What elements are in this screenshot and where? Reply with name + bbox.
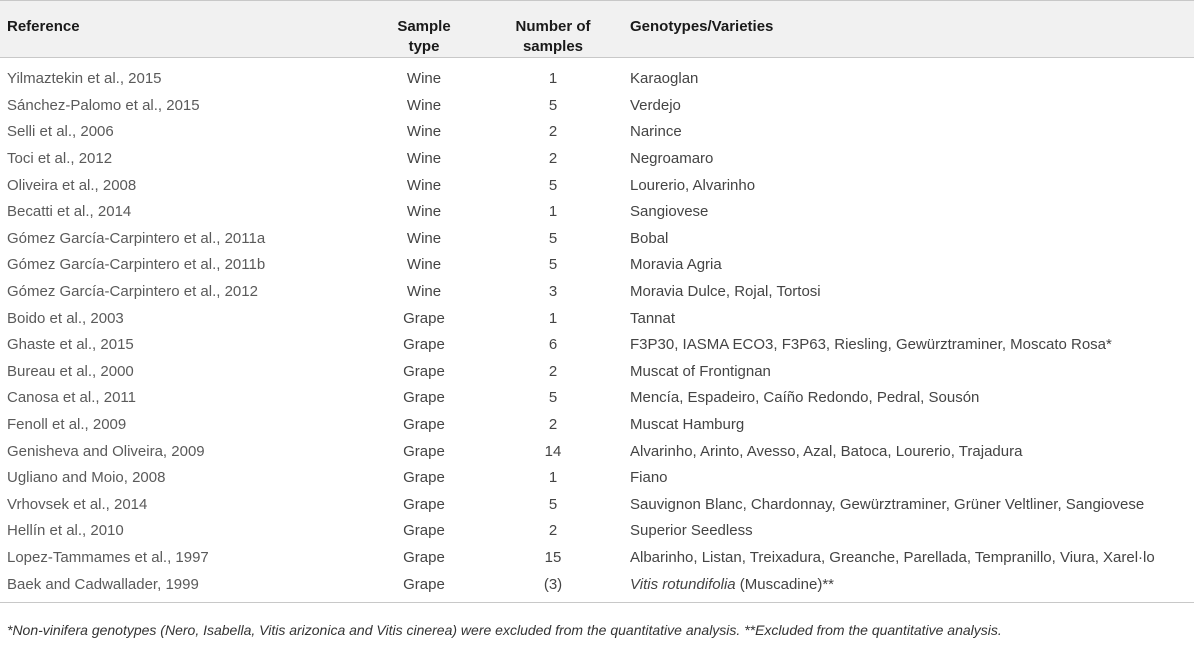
cell-genotypes: Mencía, Espadeiro, Caíño Redondo, Pedral, Sousón bbox=[630, 389, 980, 407]
cell-reference: Toci et al., 2012 bbox=[7, 150, 113, 168]
cell-sample-type: Wine bbox=[406, 203, 442, 221]
cell-sample-type: Wine bbox=[406, 283, 442, 301]
cell-number-of-samples: 5 bbox=[548, 495, 558, 513]
header-number-of-samples: Number of samples bbox=[515, 18, 591, 55]
cell-genotypes: Albarinho, Listan, Treixadura, Greanche, Parellada, Tempranillo, Viura, Xarel·lo bbox=[630, 548, 1155, 566]
cell-number-of-samples: 2 bbox=[548, 123, 558, 141]
table-row bbox=[0, 492, 1194, 519]
table-row bbox=[0, 305, 1194, 332]
table-header bbox=[0, 1, 1194, 58]
cell-sample-type: Wine bbox=[406, 256, 442, 274]
table-row bbox=[0, 93, 1194, 120]
cell-number-of-samples: 3 bbox=[548, 283, 558, 301]
cell-genotypes: F3P30, IASMA ECO3, F3P63, Riesling, Gewürztraminer, Moscato Rosa* bbox=[630, 336, 1112, 354]
cell-sample-type: Grape bbox=[403, 336, 445, 354]
cell-genotypes: Negroamaro bbox=[630, 150, 714, 168]
cell-number-of-samples: 6 bbox=[548, 336, 558, 354]
cell-genotypes: Muscat Hamburg bbox=[630, 416, 745, 434]
cell-number-of-samples: 5 bbox=[548, 229, 558, 247]
table-row bbox=[0, 385, 1194, 412]
header-sample-type: Sample type bbox=[397, 18, 451, 55]
cell-genotypes: Verdejo bbox=[630, 96, 681, 114]
cell-reference: Oliveira et al., 2008 bbox=[7, 176, 137, 194]
cell-reference: Gómez García-Carpintero et al., 2011a bbox=[7, 229, 266, 247]
table-row bbox=[0, 518, 1194, 545]
cell-number-of-samples: 5 bbox=[548, 389, 558, 407]
cell-reference: Boido et al., 2003 bbox=[7, 309, 124, 327]
header-reference: Reference bbox=[7, 18, 80, 35]
cell-sample-type: Grape bbox=[403, 389, 445, 407]
cell-sample-type: Wine bbox=[406, 176, 442, 194]
cell-sample-type: Grape bbox=[403, 548, 445, 566]
cell-sample-type: Wine bbox=[406, 150, 442, 168]
cell-sample-type: Wine bbox=[406, 229, 442, 247]
cell-genotypes: Moravia Dulce, Rojal, Tortosi bbox=[630, 283, 821, 301]
cell-reference: Gómez García-Carpintero et al., 2011b bbox=[7, 256, 266, 274]
header-genotypes: Genotypes/Varieties bbox=[630, 18, 774, 35]
cell-sample-type: Wine bbox=[406, 70, 442, 88]
cell-sample-type: Grape bbox=[403, 442, 445, 460]
cell-reference: Lopez-Tammames et al., 1997 bbox=[7, 548, 209, 566]
cell-reference: Ugliano and Moio, 2008 bbox=[7, 469, 166, 487]
cell-reference: Genisheva and Oliveira, 2009 bbox=[7, 442, 205, 460]
cell-number-of-samples: 1 bbox=[548, 203, 558, 221]
cell-reference: Becatti et al., 2014 bbox=[7, 203, 132, 221]
cell-genotypes: Karaoglan bbox=[630, 70, 699, 88]
cell-number-of-samples: 5 bbox=[548, 176, 558, 194]
cell-genotypes: Sangiovese bbox=[630, 203, 709, 221]
table-row bbox=[0, 119, 1194, 146]
cell-reference: Selli et al., 2006 bbox=[7, 123, 114, 141]
cell-number-of-samples: 15 bbox=[544, 548, 562, 566]
table-row bbox=[0, 226, 1194, 253]
cell-number-of-samples: 14 bbox=[544, 442, 562, 460]
cell-number-of-samples: 2 bbox=[548, 150, 558, 168]
cell-reference: Baek and Cadwallader, 1999 bbox=[7, 575, 199, 593]
table-row bbox=[0, 58, 1194, 93]
cell-reference: Bureau et al., 2000 bbox=[7, 362, 134, 380]
cell-genotypes: Alvarinho, Arinto, Avesso, Azal, Batoca, Lourerio, Trajadura bbox=[630, 442, 1023, 460]
cell-sample-type: Wine bbox=[406, 96, 442, 114]
table-row bbox=[0, 412, 1194, 439]
cell-genotypes: Narince bbox=[630, 123, 682, 141]
genotype-italic-name: Vitis rotundifolia bbox=[630, 575, 736, 593]
table-row bbox=[0, 172, 1194, 199]
cell-sample-type: Grape bbox=[403, 522, 445, 540]
header-row bbox=[0, 1, 1194, 58]
table-body bbox=[0, 58, 1194, 603]
cell-sample-type: Grape bbox=[403, 416, 445, 434]
cell-sample-type: Grape bbox=[403, 469, 445, 487]
cell-number-of-samples: 5 bbox=[548, 256, 558, 274]
table-row bbox=[0, 359, 1194, 386]
cell-genotypes: Tannat bbox=[630, 309, 676, 327]
cell-sample-type: Grape bbox=[403, 309, 445, 327]
table-footnote: *Non-vinifera genotypes (Nero, Isabella, Vitis arizonica and Vitis cinerea) were excluded from the quantitative analysis. **Excluded from the quantitative analysis. bbox=[7, 622, 1002, 638]
table-row bbox=[0, 571, 1194, 602]
cell-sample-type: Grape bbox=[403, 495, 445, 513]
genotype-rest: (Muscadine)** bbox=[735, 575, 834, 593]
cell-reference: Sánchez-Palomo et al., 2015 bbox=[7, 96, 200, 114]
table-row bbox=[0, 438, 1194, 465]
table-row bbox=[0, 199, 1194, 226]
cell-sample-type: Wine bbox=[406, 123, 442, 141]
table-row bbox=[0, 252, 1194, 279]
cell-genotypes: Fiano bbox=[630, 469, 668, 487]
table-row bbox=[0, 545, 1194, 572]
cell-reference: Fenoll et al., 2009 bbox=[7, 416, 127, 434]
cell-genotypes bbox=[618, 571, 1194, 602]
table-row bbox=[0, 146, 1194, 173]
cell-genotypes: Moravia Agria bbox=[630, 256, 722, 274]
cell-genotypes: Muscat of Frontignan bbox=[630, 362, 771, 380]
cell-genotypes: Superior Seedless bbox=[630, 522, 753, 540]
cell-number-of-samples: 2 bbox=[548, 522, 558, 540]
table-row bbox=[0, 332, 1194, 359]
cell-reference: Canosa et al., 2011 bbox=[7, 389, 136, 407]
cell-sample-type: Grape bbox=[403, 362, 445, 380]
cell-number-of-samples: 1 bbox=[548, 70, 558, 88]
cell-reference: Yilmaztekin et al., 2015 bbox=[7, 70, 162, 88]
cell-genotypes: Bobal bbox=[630, 229, 669, 247]
cell-reference: Vrhovsek et al., 2014 bbox=[7, 495, 148, 513]
table-row bbox=[0, 465, 1194, 492]
cell-number-of-samples: 1 bbox=[548, 309, 558, 327]
cell-genotypes: Lourerio, Alvarinho bbox=[630, 176, 756, 194]
cell-reference: Hellín et al., 2010 bbox=[7, 522, 124, 540]
cell-number-of-samples: 1 bbox=[548, 469, 558, 487]
table-row bbox=[0, 279, 1194, 306]
cell-reference: Gómez García-Carpintero et al., 2012 bbox=[7, 283, 258, 301]
cell-reference: Ghaste et al., 2015 bbox=[7, 336, 134, 354]
cell-sample-type: Grape bbox=[403, 575, 445, 593]
cell-number-of-samples: (3) bbox=[543, 575, 563, 593]
cell-number-of-samples: 2 bbox=[548, 362, 558, 380]
cell-genotypes: Sauvignon Blanc, Chardonnay, Gewürztraminer, Grüner Veltliner, Sangiovese bbox=[630, 495, 1145, 513]
cell-number-of-samples: 5 bbox=[548, 96, 558, 114]
cell-number-of-samples: 2 bbox=[548, 416, 558, 434]
